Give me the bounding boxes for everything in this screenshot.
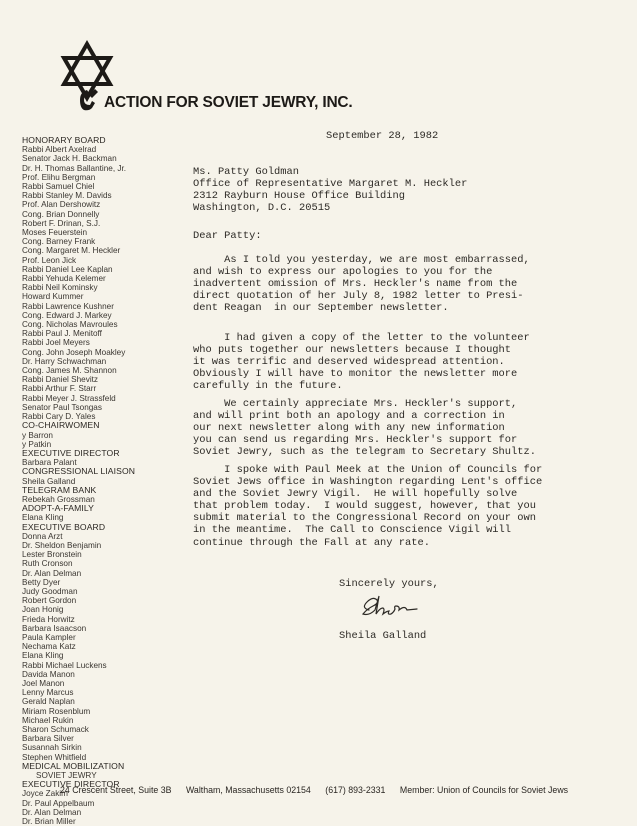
board-member-name: Rabbi Joel Meyers <box>22 338 90 348</box>
board-member-name: Rabbi Yehuda Kelemer <box>22 274 106 284</box>
board-member-name: Judy Goodman <box>22 586 78 596</box>
handwritten-signature-icon <box>355 590 435 620</box>
board-member-name: Sharon Schumack <box>22 725 89 734</box>
board-member-name: Ruth Cronson <box>22 559 73 569</box>
board-member-name: Rabbi Cary D. Yales <box>22 412 96 422</box>
board-member-name: Senator Paul Tsongas <box>22 402 102 412</box>
board-member-name: Senator Jack H. Backman <box>22 154 117 164</box>
board-section-heading: CO-CHAIRWOMEN <box>22 420 100 431</box>
board-member-name: Moses Feuerstein <box>22 228 88 238</box>
board-member-name: Betty Dyer <box>22 577 61 587</box>
board-member-name: Barbara Silver <box>22 734 74 744</box>
footer-street: 24 Crescent Street, Suite 3B <box>60 785 172 795</box>
paragraph-line: I spoke with Paul Meek at the Union of Councils for <box>193 464 543 476</box>
board-section <box>22 421 172 449</box>
board-member-name: Cong. Barney Frank <box>22 237 96 247</box>
board-member-name: Sheila Galland <box>22 476 76 486</box>
paragraph-line: dent Reagan in our September newsletter. <box>193 302 449 315</box>
paragraph-2 <box>193 332 603 392</box>
board-member-name: Prof. Elihu Bergman <box>22 172 96 182</box>
paragraph-3 <box>193 398 603 458</box>
board-member-name: Stephen Whitfield <box>22 752 87 762</box>
paragraph-line: and will print both an apology and a correction in <box>193 410 505 423</box>
letterhead-footer <box>60 785 620 795</box>
board-member-name: Howard Kummer <box>22 292 84 302</box>
board-section <box>22 467 172 485</box>
board-member-name: Susannah Sirkin <box>22 743 82 753</box>
board-member-name: Cong. Margaret M. Heckler <box>22 246 121 256</box>
board-member-name: Rabbi Meyer J. Strassfeld <box>22 393 116 403</box>
paragraph-1 <box>193 254 603 314</box>
board-member-name: Lenny Marcus <box>22 688 74 698</box>
board-section <box>22 504 172 522</box>
paragraph-line: our next newsletter along with any new information <box>193 422 505 435</box>
board-member-name: Barbara Isaacson <box>22 623 87 633</box>
board-member-name: Dr. Brian Miller <box>22 817 76 826</box>
paragraph-line: that problem today. I would suggest, however, that you <box>193 500 536 513</box>
address-line: Office of Representative Margaret M. Heckler <box>193 178 468 191</box>
board-member-name: Dr. Alan Delman <box>22 807 82 817</box>
paragraph-line: and wish to express our apologies to you for the <box>193 266 493 279</box>
board-member-name: Rabbi Paul J. Menitoff <box>22 329 102 339</box>
paragraph-line: Soviet Jewry, such as the telegram to Secretary Shultz. <box>193 446 536 459</box>
board-member-name: Miriam Rosenblum <box>22 706 91 716</box>
board-section <box>22 136 172 421</box>
board-section-heading: MEDICAL MOBILIZATION <box>22 760 125 771</box>
board-section <box>22 762 172 780</box>
board-member-name: Robert F. Drinan, S.J. <box>22 218 101 228</box>
footer-member: Member: Union of Councils for Soviet Jews <box>399 785 569 795</box>
board-member-name: y Patkin <box>22 439 52 449</box>
board-member-name: Dr. Alan Delman <box>22 568 82 578</box>
board-member-name: Joan Honig <box>22 605 64 615</box>
board-member-name: Cong. Edward J. Markey <box>22 310 112 320</box>
board-member-name: Davida Manon <box>22 669 75 679</box>
board-member-name: Elana Kling <box>22 513 64 523</box>
board-member-name: Rabbi Samuel Chiel <box>22 182 95 192</box>
board-section-heading: ADOPT-A-FAMILY <box>22 503 94 514</box>
paragraph-line: Obviously I will have to monitor the newsletter more <box>193 368 518 381</box>
signer-name: Sheila Galland <box>339 630 427 642</box>
board-member-name: Barbara Palant <box>22 458 77 468</box>
board-member-name: Cong. John Joseph Moakley <box>22 347 126 357</box>
paragraph-line: Soviet Jews office in Washington regarding Lent's office <box>193 476 543 489</box>
board-member-name: Joyce Zakim <box>22 789 68 799</box>
board-member-name: Paula Kampler <box>22 632 76 642</box>
letter-date: September 28, 1982 <box>326 130 439 142</box>
footer-city: Waltham, Massachusetts 02154 <box>185 785 311 795</box>
board-member-name: Rebekah Grossman <box>22 494 95 504</box>
board-member-name: Prof. Leon Jick <box>22 255 77 265</box>
paragraph-line: in the meantime. The Call to Conscience Vigil will <box>193 524 512 537</box>
board-section <box>22 486 172 504</box>
paragraph-line: I had given a copy of the letter to the volunteer <box>193 332 530 344</box>
board-section-heading: HONORARY BOARD <box>22 135 106 145</box>
paragraph-line: submit material to the Congressional Record on your own <box>193 512 536 525</box>
paragraph-4 <box>193 464 603 549</box>
organization-name: ACTION FOR SOVIET JEWRY, INC. <box>104 94 353 111</box>
address-line: Ms. Patty Goldman <box>193 166 300 178</box>
board-member-name: Elana Kling <box>22 651 64 661</box>
board-member-name: Rabbi Albert Axelrad <box>22 145 97 155</box>
board-section <box>22 523 172 762</box>
paragraph-line: you can send us regarding Mrs. Heckler's support for <box>193 434 518 447</box>
board-member-name: Dr. Paul Appelbaum <box>22 798 95 808</box>
board-section-heading: TELEGRAM BANK <box>22 484 97 495</box>
board-section-heading: CONGRESSIONAL LIAISON <box>22 466 136 477</box>
address-line: Washington, D.C. 20515 <box>193 202 331 215</box>
board-member-name: Donna Arzt <box>22 531 63 541</box>
paragraph-line: continue through the Fall at any rate. <box>193 536 430 549</box>
board-member-name: Rabbi Stanley M. Davids <box>22 191 112 201</box>
board-member-name: Rabbi Lawrence Kushner <box>22 301 114 311</box>
board-member-name: Robert Gordon <box>22 596 77 606</box>
board-member-name: Rabbi Daniel Lee Kaplan <box>22 264 113 274</box>
paragraph-line: As I told you yesterday, we are most embarrassed, <box>193 254 530 266</box>
board-member-name: Cong. Brian Donnelly <box>22 209 100 219</box>
board-section-heading: EXECUTIVE BOARD <box>22 521 106 532</box>
paragraph-line: carefully in the future. <box>193 380 343 393</box>
board-section-heading: EXECUTIVE DIRECTOR <box>22 779 120 790</box>
board-member-name: Joel Manon <box>22 678 65 688</box>
board-section-heading: EXECUTIVE DIRECTOR <box>22 447 120 458</box>
paragraph-line: direct quotation of her July 8, 1982 letter to Presi- <box>193 290 524 303</box>
paragraph-line: We certainly appreciate Mrs. Heckler's support, <box>193 398 518 410</box>
board-member-name: Cong. Nicholas Mavroules <box>22 320 118 330</box>
board-member-name: Dr. Harry Schwachman <box>22 356 107 366</box>
board-member-name: y Barron <box>22 430 53 440</box>
board-member-name: Frieda Horwitz <box>22 614 75 624</box>
board-member-list <box>22 136 172 826</box>
address-line: 2312 Rayburn House Office Building <box>193 190 406 203</box>
paragraph-line: and the Soviet Jewry Vigil. He will hopefully solve <box>193 488 518 501</box>
footer-phone: (617) 893-2331 <box>325 785 386 795</box>
recipient-address <box>193 166 467 214</box>
board-member-name: Cong. James M. Shannon <box>22 366 117 376</box>
board-member-name: Dr. H. Thomas Ballantine, Jr. <box>22 163 127 173</box>
closing: Sincerely yours, <box>339 578 439 590</box>
board-member-name: Nechama Katz <box>22 642 76 652</box>
board-member-name: Rabbi Neil Kominsky <box>22 283 98 293</box>
salutation: Dear Patty: <box>193 230 262 242</box>
board-member-name: Rabbi Michael Luckens <box>22 660 107 670</box>
board-section <box>22 449 172 467</box>
board-member-name: Prof. Alan Dershowitz <box>22 200 101 210</box>
board-member-name: SOVIET JEWRY <box>36 771 97 781</box>
board-member-name: Rabbi Arthur F. Starr <box>22 384 97 394</box>
board-member-name: Dr. Sheldon Benjamin <box>22 540 102 550</box>
board-member-name: Rabbi Daniel Shevitz <box>22 375 99 385</box>
paragraph-line: who puts together our newsletters because I thought <box>193 344 512 357</box>
paragraph-line: inadvertent omission of Mrs. Heckler's name from the <box>193 278 518 291</box>
board-member-name: Lester Bronstein <box>22 550 82 560</box>
paragraph-line: it was terrific and deserved widespread attention. <box>193 356 505 369</box>
board-member-name: Gerald Naplan <box>22 697 75 707</box>
board-member-name: Michael Rukin <box>22 715 74 725</box>
